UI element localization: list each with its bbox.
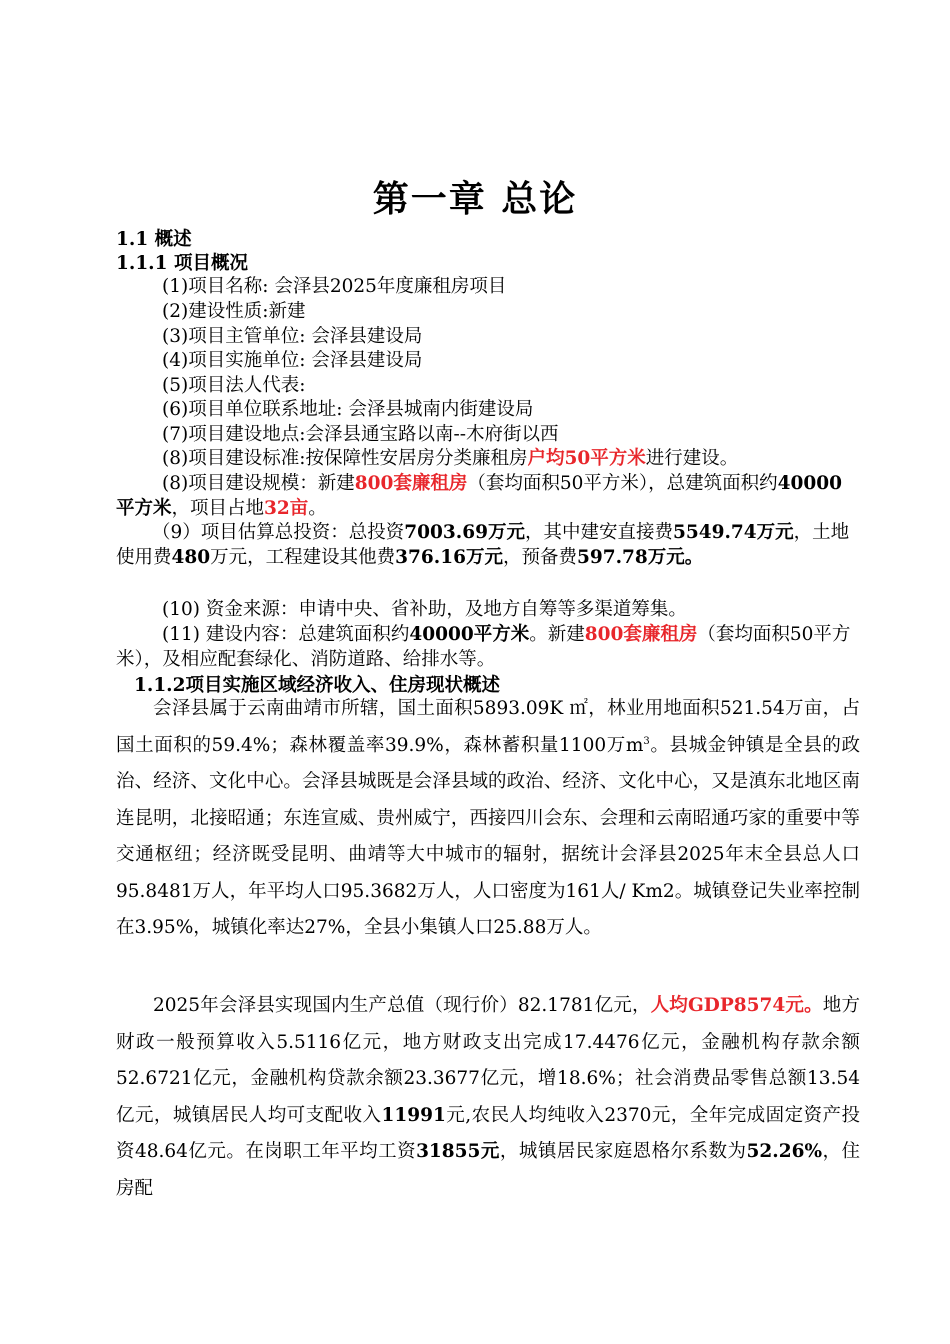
item-supervising-unit: (3)项目主管单位: 会泽县建设局 (162, 326, 423, 347)
content-text-2: 。新建 (529, 624, 585, 645)
gdp-per-capita-highlight: 人均GDP8574元。 (650, 995, 823, 1016)
item-construction-standard (162, 447, 738, 472)
investment-land: 480 (171, 546, 211, 568)
content-text-3: （套均面积50平方米），及相应配套绿化、消防道路、给排水等。 (116, 624, 851, 670)
scale-units-highlight: 800套廉租房 (354, 473, 468, 494)
section-heading-1-1-2: 1.1.2项目实施区域经济收入、住房现状概述 (134, 675, 500, 696)
investment-construction: 5549.74万元 (672, 522, 794, 543)
item-construction-scale (116, 472, 860, 521)
item-estimated-investment (116, 521, 860, 570)
scale-area: 40000平方米 (116, 473, 843, 519)
investment-other: 376.16万元 (395, 546, 503, 568)
item-contact-address: (6)项目单位联系地址: 会泽县城南内街建设局 (162, 399, 534, 420)
paragraph-region-overview (116, 691, 860, 947)
section-heading-1-1: 1.1 概述 (116, 229, 192, 250)
item-funding-source: (10) 资金来源：申请中央、省补助，及地方自筹等多渠道筹集。 (162, 599, 687, 620)
economy-text-2: 地方财政一般预算收入5.5116亿元，地方财政支出完成17.4476亿元，金融机构存款余额52.6721亿元，金融机构贷款余额23.3677亿元，增18.6%；社会消费品零售总额13.54亿元，城镇居民人均可支配收入 (116, 995, 860, 1126)
economy-text: 2025年会泽县实现国内生产总值（现行价）82.1781亿元， (153, 995, 651, 1016)
scale-text: (8)项目建设规模：新建 (162, 473, 355, 494)
region-text-2: 。县城金钟镇是全县的政治、经济、文化中心。会泽县城既是会泽县域的政治、经济、文化中心，又是滇东北地区南连昆明，北接昭通；东连宣威、贵州威宁，西接四川会东、会理和云南昭通巧家的重要中等交通枢纽；经济既受昆明、曲靖等大中城市的辐射，据统计会泽县2025年末全县总人口95.8481万人，年平均人口95.3682万人，人口密度为161人/ Km2。城镇登记失业率控制在3.95%，城镇化率达27%，全县小集镇人口25.88万人。 (116, 734, 860, 938)
region-text: 会泽县属于云南曲靖市所辖，国土面积5893.09K ㎡，林业用地面积521.54万亩，占国土面积的59.4%；森林覆盖率39.9%，森林蓄积量1100万m (116, 698, 860, 756)
scale-text-2: （套均面积50平方米），总建筑面积约 (467, 473, 778, 494)
item-construction-site: (7)项目建设地点:会泽县通宝路以南--木府街以西 (162, 424, 559, 445)
content-units-highlight: 800套廉租房 (584, 624, 698, 645)
investment-text-2: ，其中建安直接费 (524, 522, 673, 543)
item-implementing-unit: (4)项目实施单位: 会泽县建设局 (162, 350, 423, 371)
item-legal-representative: (5)项目法人代表: (162, 375, 306, 396)
economy-text-3: 元,农民人均纯收入2370元，全年完成固定资产投资48.64亿元。在岗职工年平均工资 (116, 1104, 860, 1162)
standard-highlight: 户均50平方米 (527, 448, 646, 469)
standard-text-end: 进行建设。 (645, 448, 739, 469)
investment-text-5: ，预备费 (502, 546, 577, 568)
economy-text-4: ，城镇居民家庭恩格尔系数为 (499, 1141, 747, 1162)
investment-total: 7003.69万元 (404, 522, 525, 543)
investment-text: （9）项目估算总投资：总投资 (152, 522, 405, 543)
chapter-title: 第一章 总论 (372, 178, 578, 220)
engel-coefficient: 52.26% (746, 1141, 823, 1162)
item-construction-type: (2)建设性质:新建 (162, 301, 306, 322)
scale-text-end: 。 (308, 497, 327, 519)
paragraph-economy (116, 988, 860, 1207)
standard-text: (8)项目建设标准:按保障性安居房分类廉租房 (162, 448, 528, 469)
investment-text-4: 万元，工程建设其他费 (210, 546, 396, 568)
average-wage: 31855元 (416, 1141, 500, 1162)
investment-reserve: 597.78万元。 (576, 546, 704, 568)
section-heading-1-1-1: 1.1.1 项目概况 (116, 253, 248, 274)
investment-text-3: ，土地使用费 (116, 522, 850, 568)
item-construction-content (116, 623, 860, 672)
content-text: (11) 建设内容：总建筑面积约 (162, 624, 410, 645)
scale-text-3: ，项目占地 (171, 497, 265, 519)
economy-text-5: ，住房配 (116, 1141, 860, 1199)
content-area: 40000平方米 (409, 624, 530, 645)
superscript-3: 3 (643, 735, 650, 747)
item-project-name: (1)项目名称: 会泽县2025年度廉租房项目 (162, 276, 507, 297)
urban-income: 11991 (381, 1104, 446, 1126)
scale-land-highlight: 32亩 (264, 497, 309, 519)
